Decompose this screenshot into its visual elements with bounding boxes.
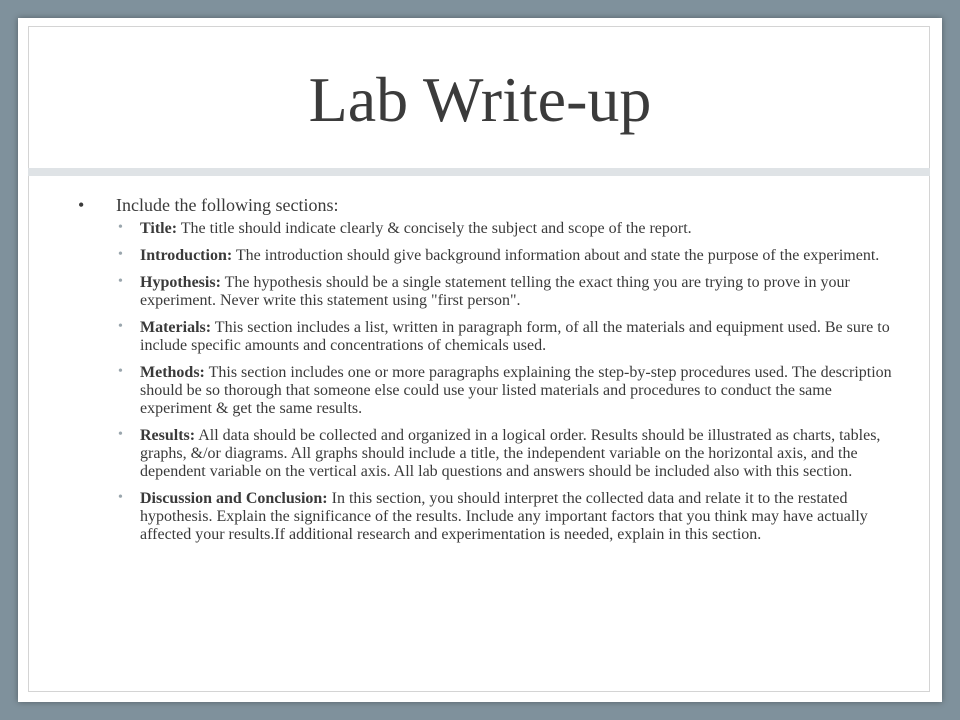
section-text: This section includes a list, written in paragraph form, of all the materials and equipment used. Be sure to include specific amounts and concentrations of chemicals used.	[140, 319, 890, 354]
section-text: All data should be collected and organized in a logical order. Results should be illustrated as charts, tables, graphs, &/or diagrams. All graphs should include a title, the independent variable on the horizontal axis, and the dependent variable on the vertical axis. All lab questions and answers should be included also with this section.	[140, 427, 881, 480]
slide-title: Lab Write-up	[308, 64, 652, 135]
section-item-results	[74, 427, 894, 481]
section-text: The introduction should give background information about and state the purpose of the experiment.	[232, 247, 880, 264]
section-term: Materials:	[140, 319, 212, 336]
section-item-hypothesis	[74, 274, 894, 310]
section-term: Results:	[140, 427, 196, 444]
section-item-discussion-conclusion	[74, 490, 894, 544]
bullet-icon: •	[118, 364, 123, 379]
bullet-icon: •	[78, 195, 85, 215]
section-item-introduction	[74, 247, 894, 265]
bullet-icon: •	[118, 490, 123, 505]
bullet-icon: •	[118, 274, 123, 289]
section-item-materials	[74, 319, 894, 355]
section-text: The hypothesis should be a single statement telling the exact thing you are trying to prove in your experiment. Never write this statement using "first person".	[140, 274, 850, 309]
intro-bullet	[74, 194, 894, 216]
section-text: The title should indicate clearly & concisely the subject and scope of the report.	[177, 220, 692, 237]
slide-body	[74, 194, 894, 553]
section-text: This section includes one or more paragraphs explaining the step-by-step procedures used. The description should be so thorough that someone else could use your listed materials and procedures to conduct the same experiment & get the same results.	[140, 364, 892, 417]
section-term: Hypothesis:	[140, 274, 221, 291]
section-term: Discussion and Conclusion:	[140, 490, 328, 507]
section-term: Title:	[140, 220, 178, 237]
bullet-icon: •	[118, 247, 123, 262]
section-item-title	[74, 220, 894, 238]
section-text: In this section, you should interpret the collected data and relate it to the restated hypothesis. Explain the significance of the results. Include any important factors that you think may have actually affected your results.If additional research and experimentation is needed, explain in this section.	[140, 490, 868, 543]
bullet-icon: •	[118, 427, 123, 442]
slide	[18, 18, 942, 702]
bullet-icon: •	[118, 319, 123, 334]
section-term: Introduction:	[140, 247, 233, 264]
section-item-methods	[74, 364, 894, 418]
bullet-icon: •	[118, 220, 123, 235]
intro-bullet-text: Include the following sections:	[116, 195, 339, 215]
section-term: Methods:	[140, 364, 205, 381]
title-divider	[28, 168, 930, 176]
sections-list	[74, 220, 894, 544]
